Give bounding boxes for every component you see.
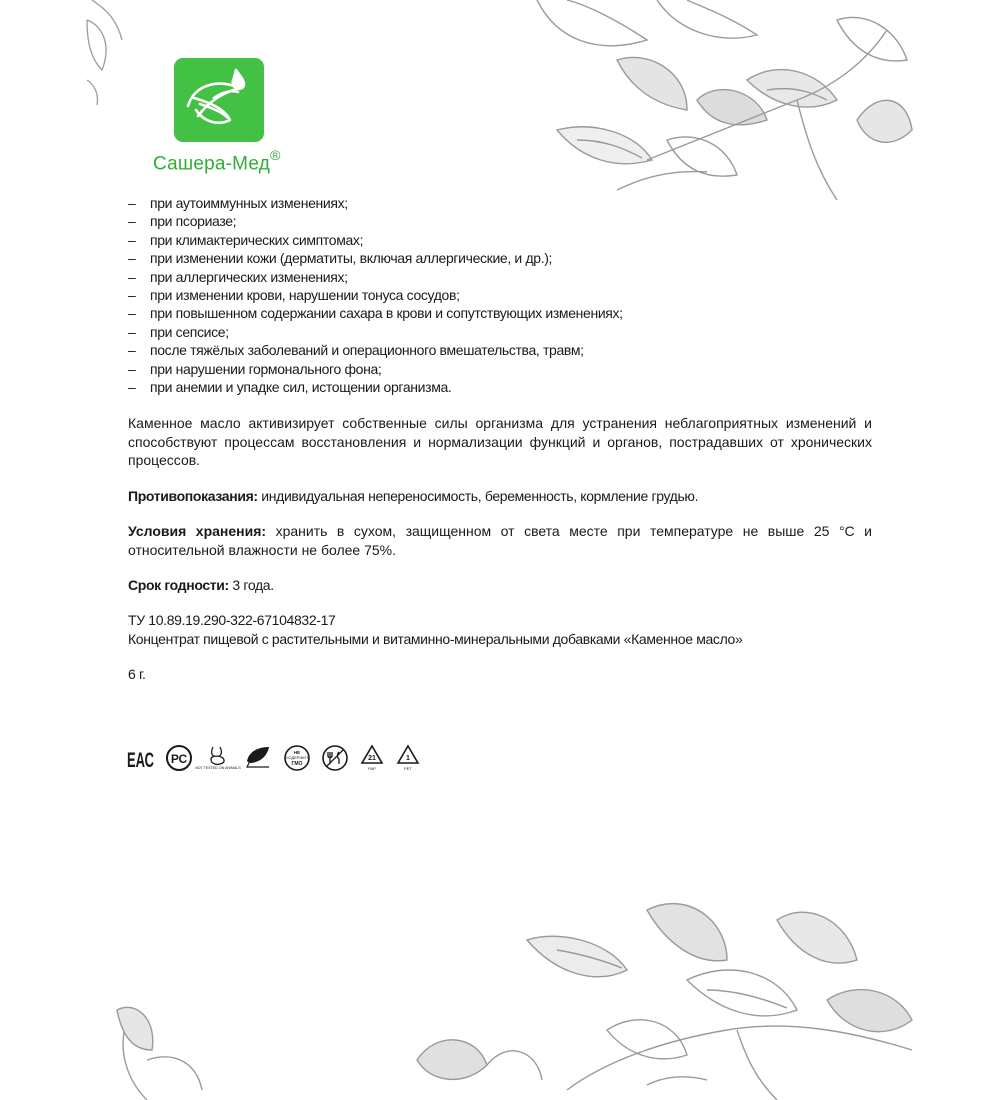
product-name: Концентрат пищевой с растительными и витаминно-минеральными добавками «Каменное масло» (128, 630, 743, 647)
net-weight: 6 г. (128, 666, 146, 683)
floral-decoration-top (417, 0, 912, 210)
floral-decoration-bottom (87, 890, 912, 1100)
floral-decoration-top-left (87, 0, 147, 110)
list-item-text: при сепсисе; (150, 323, 229, 340)
no-gmo-text-line1: НЕ (293, 750, 301, 755)
list-item-text: при анемии и упадке сил, истощении организма. (150, 379, 452, 396)
eac-mark-text: ЕАС (127, 749, 154, 772)
list-marker: – (128, 250, 136, 267)
list-marker: – (128, 323, 136, 340)
leaf-drop-icon (174, 58, 264, 142)
storage-label: Условия хранения: (128, 523, 267, 540)
not-tested-text: NOT TESTED ON ANIMALS (195, 766, 241, 770)
not-tested-on-animals-icon (195, 743, 241, 773)
indications-list (128, 194, 872, 396)
list-item (128, 323, 872, 341)
recycle-1-text: 1 (406, 755, 410, 762)
list-item-text: при повышенном содержании сахара в крови и сопутствующих изменениях; (150, 305, 623, 322)
list-item-text: при изменении кожи (дерматиты, включая аллергические, и др.); (150, 250, 553, 267)
list-item-text: при климактерических симптомах; (150, 231, 364, 248)
rst-mark-text: РС (170, 752, 188, 766)
recycle-21-text: 21 (368, 755, 376, 762)
list-marker: – (128, 305, 136, 322)
standard-code: ТУ 10.89.19.290-322-67104832-17 (128, 612, 336, 629)
list-marker: – (128, 231, 136, 248)
list-marker: – (128, 268, 136, 285)
list-item-text: при нарушении гормонального фона; (150, 360, 382, 377)
list-item (128, 286, 872, 304)
list-marker: – (128, 213, 136, 230)
list-marker: – (128, 360, 136, 377)
list-item (128, 378, 872, 396)
list-item-text: при аутоиммунных изменениях; (150, 195, 348, 211)
shelf-life-text: 3 года. (228, 576, 274, 593)
list-marker: – (128, 287, 136, 304)
contraindications-paragraph (128, 487, 872, 505)
recycle-1-icon (395, 743, 421, 773)
list-item (128, 249, 872, 267)
list-item (128, 212, 872, 230)
brand-logo (174, 58, 264, 142)
list-marker: – (128, 342, 136, 359)
food-safe-icon (321, 744, 349, 772)
vegan-leaf-icon (243, 743, 273, 773)
document-page (87, 0, 912, 1100)
storage-paragraph (128, 522, 872, 559)
document-body (128, 194, 872, 684)
no-gmo-text-line3: ГМО (291, 761, 303, 767)
list-item (128, 194, 872, 212)
no-gmo-text-line2: СОДЕРЖИТ (285, 755, 309, 760)
list-item-text: при изменении крови, нарушении тонуса сосудов; (150, 287, 460, 304)
list-item-text: после тяжёлых заболеваний и операционного вмешательства, травм; (150, 342, 584, 359)
description-paragraph: Каменное масло активизирует собственные силы организма для устранения неблагоприятных изменений и способствуют процессам восстановления и нормализации функций и органов, пострадавших от хронических процессов. (128, 415, 872, 469)
eac-icon (127, 743, 155, 773)
brand-name-text: Сашера-Мед (153, 153, 271, 175)
certification-marks (127, 740, 421, 776)
brand-name (153, 149, 281, 175)
recycle-1-label: PET (404, 766, 412, 771)
storage-text: хранить в сухом, защищенном от света месте при температуре не выше 25 °С и относительной влажности не более 75%. (128, 523, 872, 558)
list-item (128, 304, 872, 322)
list-marker: – (128, 195, 136, 211)
list-item-text: при псориазе; (150, 213, 237, 230)
contraindications-label: Противопоказания: (128, 487, 258, 504)
contraindications-text: индивидуальная непереносимость, беременность, кормление грудью. (257, 487, 699, 504)
list-item (128, 231, 872, 249)
list-item (128, 268, 872, 286)
recycle-21-icon (359, 743, 385, 773)
list-marker: – (128, 379, 136, 396)
list-item (128, 341, 872, 359)
list-item-text: при аллергических изменениях; (150, 268, 348, 285)
shelf-life-paragraph (128, 576, 872, 594)
rst-icon (165, 744, 193, 772)
registered-mark: ® (270, 147, 281, 163)
list-item (128, 360, 872, 378)
recycle-21-label: PAP (368, 766, 376, 771)
shelf-life-label: Срок годности: (128, 576, 229, 593)
no-gmo-icon (283, 744, 311, 772)
